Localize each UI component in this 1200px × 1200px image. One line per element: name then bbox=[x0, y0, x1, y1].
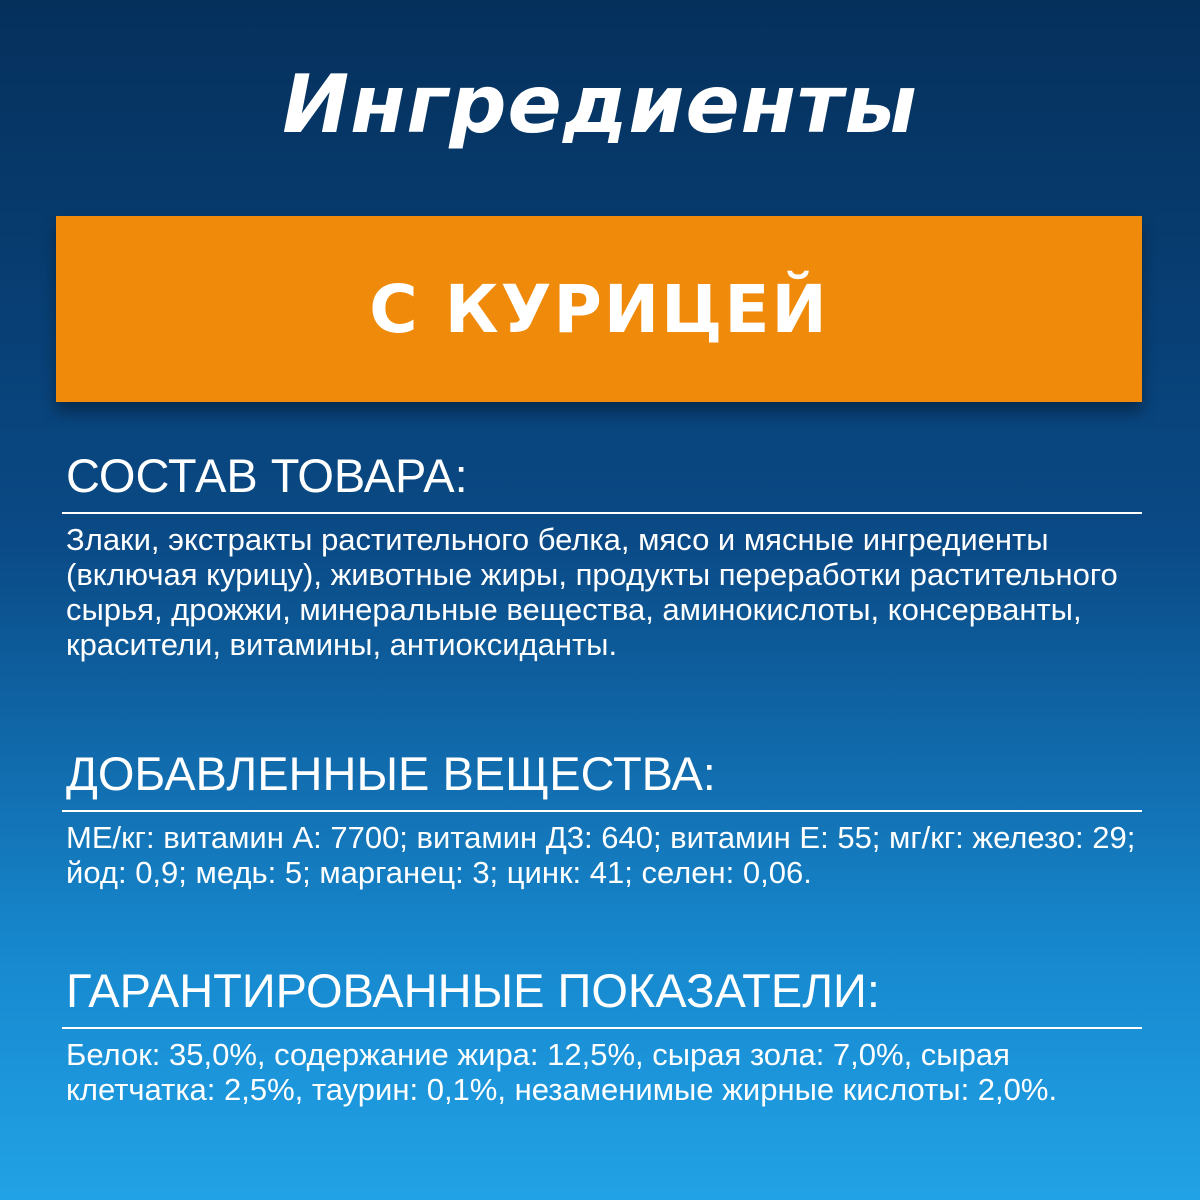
page-title: Ингредиенты bbox=[282, 58, 918, 151]
guaranteed-heading: ГАРАНТИРОВАННЫЕ ПОКАЗАТЕЛИ: bbox=[66, 964, 880, 1017]
additives-heading: ДОБАВЛЕННЫЕ ВЕЩЕСТВА: bbox=[66, 747, 716, 800]
additives-text: МЕ/кг: витамин А: 7700; витамин Д3: 640; витамин Е: 55; мг/кг: железо: 29; йод: 0,9; медь: 5; марганец: 3; цинк: 41; селен: 0,06. bbox=[66, 819, 1136, 890]
composition-text: Злаки, экстракты растительного белка, мясо и мясные ингредиенты (включая курицу), животные жиры, продукты переработки растительного сырья, дрожжи, минеральные вещества, аминокислоты, консерванты, красители, витамины, антиоксиданты. bbox=[66, 521, 1118, 662]
composition-heading: СОСТАВ ТОВАРА: bbox=[66, 449, 468, 502]
divider bbox=[62, 512, 1142, 514]
flavor-label: С КУРИЦЕЙ bbox=[369, 270, 829, 348]
guaranteed-text: Белок: 35,0%, содержание жира: 12,5%, сырая зола: 7,0%, сырая клетчатка: 2,5%, таурин: 0,1%, незаменимые жирные кислоты: 2,0%. bbox=[66, 1036, 1058, 1107]
divider bbox=[62, 810, 1142, 812]
composition-section bbox=[66, 450, 1146, 662]
divider bbox=[62, 1027, 1142, 1029]
guaranteed-section bbox=[66, 965, 1146, 1107]
additives-section bbox=[66, 748, 1146, 890]
flavor-banner bbox=[56, 216, 1142, 402]
